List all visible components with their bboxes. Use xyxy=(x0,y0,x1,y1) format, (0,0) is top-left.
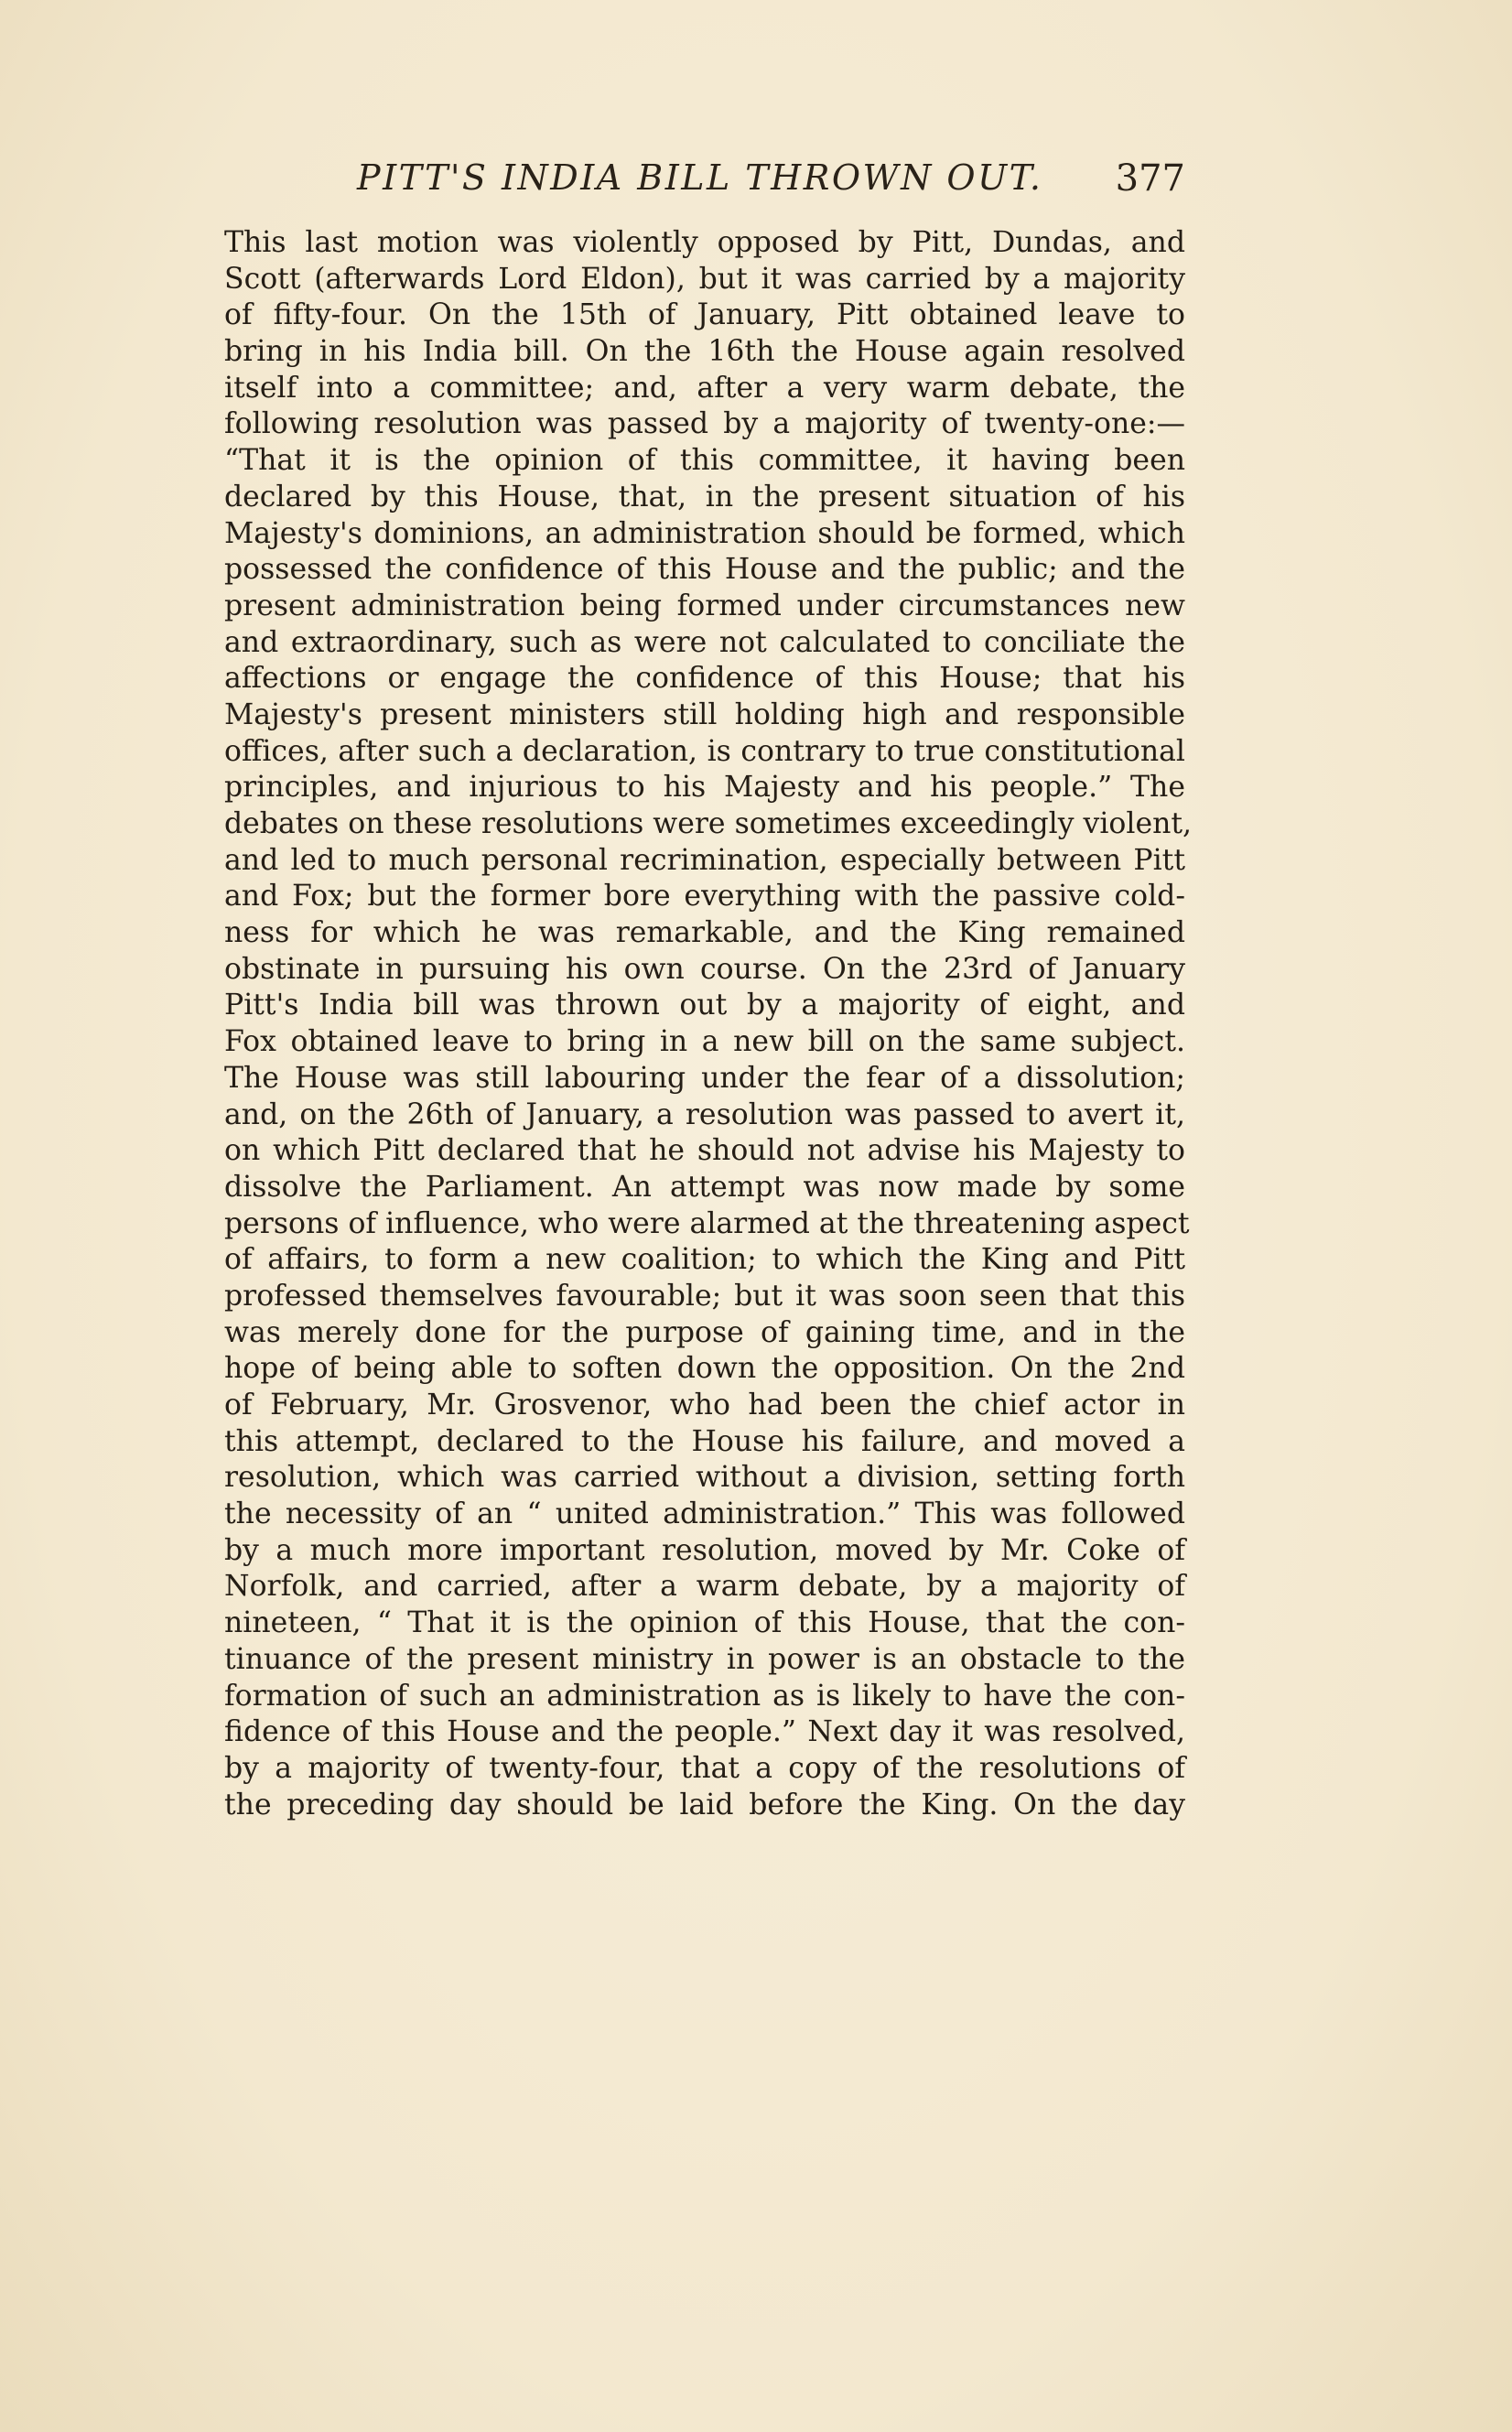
text-line: persons of influence, who were alarmed at the threatening aspect xyxy=(224,1206,1190,1240)
text-line: the preceding day should be laid before the King. On the day xyxy=(224,1788,1185,1821)
text-line: the necessity of an “ united administration.” This was followed xyxy=(224,1497,1185,1531)
text-line: ness for which he was remarkable, and the King remained xyxy=(224,916,1185,950)
text-line: Pitt's India bill was thrown out by a majority of eight, and xyxy=(224,989,1185,1022)
text-line: of affairs, to form a new coalition; to which the King and Pitt xyxy=(224,1243,1185,1277)
text-line: Norfolk, and carried, after a warm debate, by a majority of xyxy=(224,1570,1185,1604)
text-line: Fox obtained leave to bring in a new bill on the same subject. xyxy=(224,1025,1185,1059)
text-line: nineteen, “ That it is the opinion of this House, that the con- xyxy=(224,1606,1185,1640)
text-line: hope of being able to soften down the opposition. On the 2nd xyxy=(224,1352,1185,1386)
text-line: dissolve the Parliament. An attempt was now made by some xyxy=(224,1170,1185,1204)
text-line: and led to much personal recrimination, especially between Pitt xyxy=(224,843,1185,877)
text-line: “That it is the opinion of this committee, it having been xyxy=(224,444,1185,478)
text-line: bring in his India bill. On the 16th the House again resolved xyxy=(224,335,1185,369)
body-text xyxy=(224,225,1193,1823)
text-line: by a majority of twenty-four, that a copy of the resolutions of xyxy=(224,1751,1185,1785)
text-line: principles, and injurious to his Majesty and his people.” The xyxy=(224,771,1185,805)
text-line: itself into a committee; and, after a very warm debate, the xyxy=(224,371,1185,405)
text-line: formation of such an administration as is likely to have the con- xyxy=(224,1679,1185,1713)
text-line: and, on the 26th of January, a resolution was passed to avert it, xyxy=(224,1097,1185,1131)
text-line: of fifty-four. On the 15th of January, Pitt obtained leave to xyxy=(224,298,1185,332)
text-line: and extraordinary, such as were not calculated to conciliate the xyxy=(224,625,1185,659)
page-header xyxy=(224,157,1185,212)
text-line: possessed the confidence of this House and the public; and the xyxy=(224,553,1185,587)
text-line: Majesty's dominions, an administration should be formed, which xyxy=(224,516,1185,550)
text-line: tinuance of the present ministry in power is an obstacle to the xyxy=(224,1642,1185,1676)
text-line: This last motion was violently opposed by Pitt, Dundas, and xyxy=(224,226,1185,259)
text-line: by a much more important resolution, moved by Mr. Coke of xyxy=(224,1533,1185,1567)
text-line: obstinate in pursuing his own course. On the 23rd of January xyxy=(224,952,1185,986)
text-line: this attempt, declared to the House his failure, and moved a xyxy=(224,1424,1185,1458)
text-line: present administration being formed under circumstances new xyxy=(224,589,1185,622)
text-line: fidence of this House and the people.” Next day it was resolved, xyxy=(224,1715,1185,1749)
text-line: offices, after such a declaration, is contrary to true constitutional xyxy=(224,734,1185,768)
text-line: Majesty's present ministers still holding high and responsible xyxy=(224,697,1185,731)
page-number: 377 xyxy=(1115,157,1185,200)
text-line: and Fox; but the former bore everything with the passive cold- xyxy=(224,880,1185,913)
text-line: was merely done for the purpose of gaining time, and in the xyxy=(224,1315,1185,1349)
text-line: affections or engage the confidence of this House; that his xyxy=(224,662,1185,696)
text-line: of February, Mr. Grosvenor, who had been the chief actor in xyxy=(224,1389,1185,1421)
text-line: Scott (afterwards Lord Eldon), but it was carried by a majority xyxy=(224,262,1185,296)
text-line: debates on these resolutions were sometimes exceedingly violent, xyxy=(224,807,1193,840)
text-line: declared by this House, that, in the present situation of his xyxy=(224,480,1185,513)
text-line: following resolution was passed by a majority of twenty-one:— xyxy=(224,407,1185,441)
text-line: The House was still labouring under the fear of a dissolution; xyxy=(224,1061,1185,1095)
text-line: on which Pitt declared that he should not advise his Majesty to xyxy=(224,1134,1185,1168)
running-title: PITT'S INDIA BILL THROWN OUT. xyxy=(357,157,1043,198)
text-line: resolution, which was carried without a division, setting forth xyxy=(224,1461,1185,1495)
text-line: professed themselves favourable; but it was soon seen that this xyxy=(224,1279,1185,1313)
